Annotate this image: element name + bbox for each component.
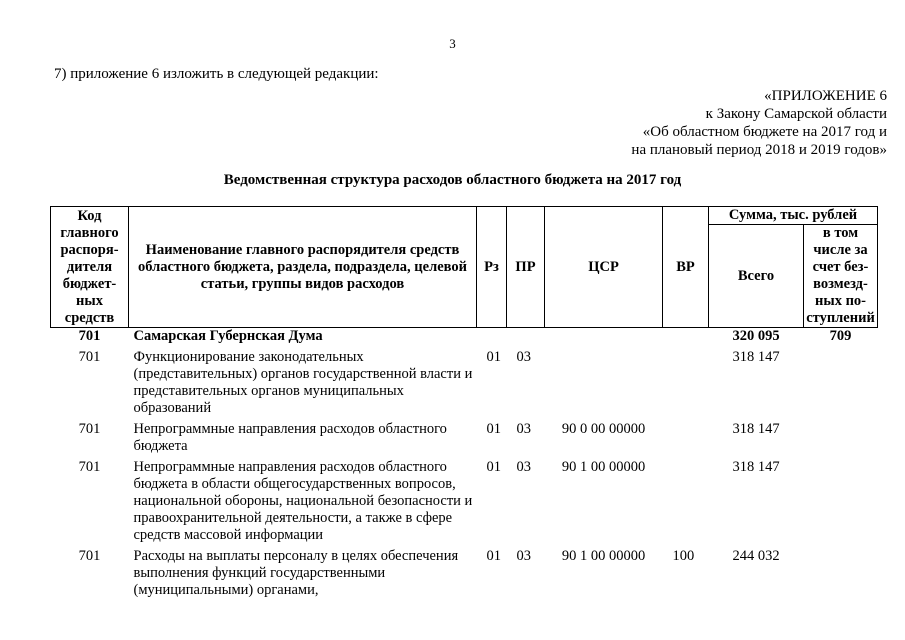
cell-rz: 01 xyxy=(486,459,501,475)
cell-csr: 90 1 00 00000 xyxy=(561,459,646,475)
cell-pr: 03 xyxy=(516,421,531,437)
cell-code: 701 xyxy=(78,548,101,564)
table-row xyxy=(51,349,878,421)
cell-total: 318 147 xyxy=(732,459,780,475)
cell-code: 701 xyxy=(78,328,101,344)
cell-grant xyxy=(804,349,878,421)
appendix-line: «ПРИЛОЖЕНИЕ 6 xyxy=(764,88,887,104)
cell-vr xyxy=(663,459,709,548)
table-row xyxy=(51,328,878,350)
cell-name: Непрограммные направления расходов областного бюджета в области общегосударственных вопросов, национальной обороны, национальной безопасности и правоохранительной деятельности, а также в сфере средств массовой информации xyxy=(133,459,473,543)
table-body xyxy=(51,328,878,604)
cell-vr: 100 xyxy=(672,548,695,564)
cell-code: 701 xyxy=(78,349,101,365)
appendix-line: на плановый период 2018 и 2019 годов» xyxy=(631,142,887,158)
cell-total: 318 147 xyxy=(732,421,780,437)
budget-table xyxy=(50,206,878,603)
cell-csr xyxy=(545,328,663,350)
cell-code: 701 xyxy=(78,421,101,437)
header-name: Наименование главного распорядителя средств областного бюджета, раздела, подраздела, целевой статьи, группы видов расходов xyxy=(129,207,477,328)
cell-total: 244 032 xyxy=(732,548,780,564)
cell-rz: 01 xyxy=(486,349,501,365)
appendix-line: к Закону Самарской области xyxy=(705,106,887,122)
cell-total: 318 147 xyxy=(732,349,780,365)
cell-vr xyxy=(663,328,709,350)
cell-csr: 90 0 00 00000 xyxy=(561,421,646,437)
cell-code: 701 xyxy=(78,459,101,475)
header-sum: Сумма, тыс. рублей xyxy=(709,207,878,225)
cell-name: Самарская Губернская Дума xyxy=(133,328,323,344)
header-rz: Рз xyxy=(477,207,507,328)
cell-csr xyxy=(545,349,663,421)
cell-csr: 90 1 00 00000 xyxy=(561,548,646,564)
cell-vr xyxy=(663,349,709,421)
intro-text: 7) приложение 6 изложить в следующей редакции: xyxy=(54,66,379,82)
table-row xyxy=(51,548,878,603)
page-number: 3 xyxy=(449,36,456,51)
cell-pr: 03 xyxy=(516,459,531,475)
cell-pr xyxy=(507,328,545,350)
header-grant: в том числе за счет без-возмезд-ных по-ступлений xyxy=(804,225,878,328)
cell-grant xyxy=(804,421,878,459)
cell-pr: 03 xyxy=(516,349,531,365)
header-code: Код главного распоря-дителя бюджет-ных средств xyxy=(51,207,129,328)
cell-name: Расходы на выплаты персоналу в целях обеспечения выполнения функций государственными (муниципальными) органами, xyxy=(133,548,459,598)
cell-grant: 709 xyxy=(829,328,852,344)
cell-pr: 03 xyxy=(516,548,531,564)
appendix-line: «Об областном бюджете на 2017 год и xyxy=(642,124,887,140)
header-pr: ПР xyxy=(507,207,545,328)
cell-vr xyxy=(663,421,709,459)
cell-name: Непрограммные направления расходов областного бюджета xyxy=(133,421,447,454)
cell-rz: 01 xyxy=(486,548,501,564)
document-title: Ведомственная структура расходов областного бюджета на 2017 год xyxy=(223,172,682,188)
cell-rz xyxy=(477,328,507,350)
header-vr: ВР xyxy=(663,207,709,328)
appendix-header xyxy=(631,87,887,159)
cell-name: Функционирование законодательных (представительных) органов государственной власти и представительных органов муниципальных образований xyxy=(133,349,473,416)
header-total: Всего xyxy=(709,225,804,328)
header-csr: ЦСР xyxy=(545,207,663,328)
table-row xyxy=(51,459,878,548)
cell-grant xyxy=(804,548,878,603)
cell-rz: 01 xyxy=(486,421,501,437)
cell-grant xyxy=(804,459,878,548)
table-row xyxy=(51,421,878,459)
cell-total: 320 095 xyxy=(732,328,780,344)
